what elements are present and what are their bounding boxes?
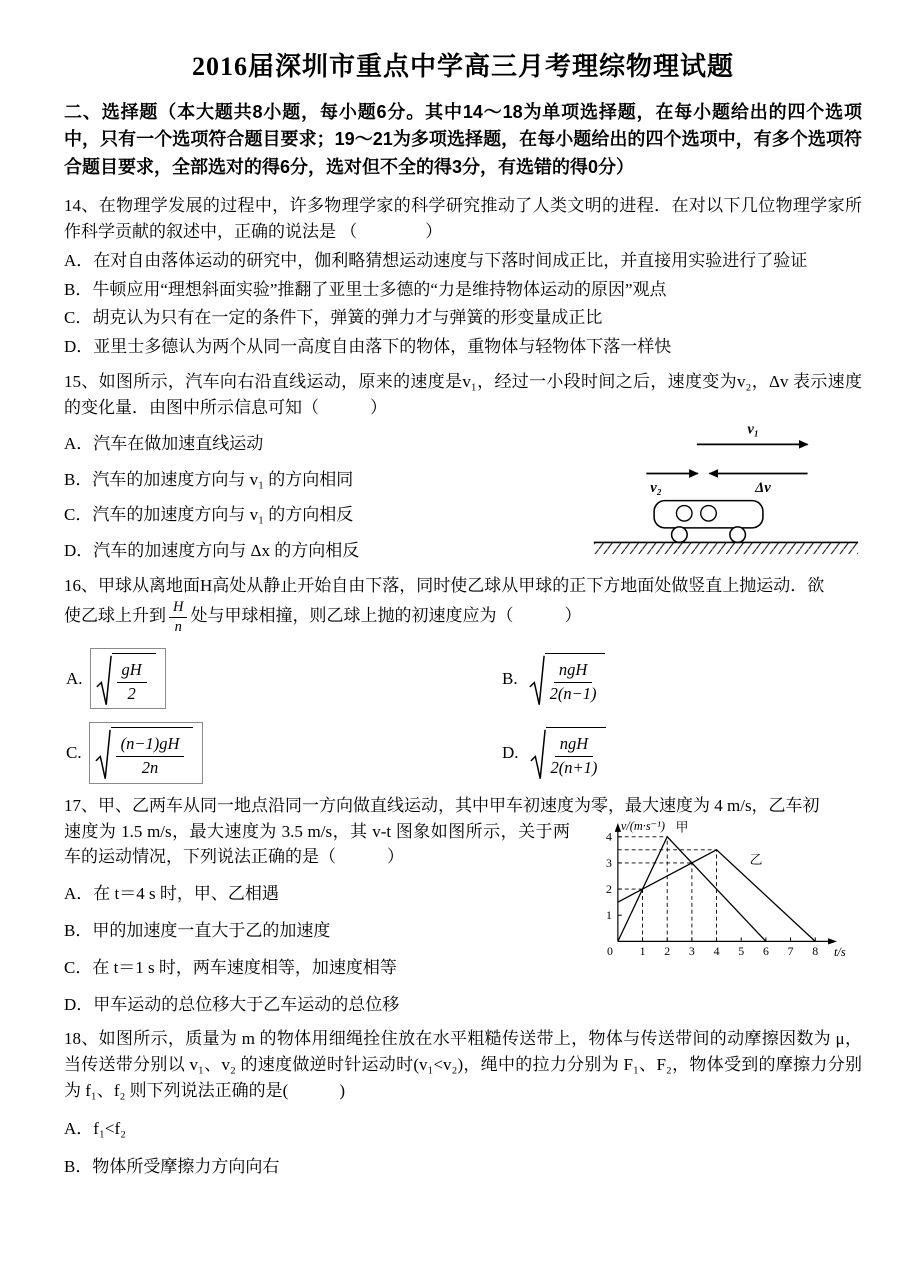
car-velocity-figure [590, 421, 862, 557]
q15-stem: 15、如图所示，汽车向右沿直线运动，原来的速度是v₁，经过一小段时间之后，速度变为v₂，Δv 表示速度的变化量．由图中所示信息可知（ ） [64, 372, 862, 417]
q16-option-d [502, 724, 610, 781]
x-axis-arrow-icon [828, 938, 837, 944]
q16-stem-line1: 16、甲球从离地面H高处从静止开始自由下落，同时使乙球从甲球的正下方地面处做竖直上抛运动．欲 [64, 576, 825, 596]
sqrt-expression: $\frac{(n-1)gH}{2n}$ [95, 727, 194, 778]
car-wheel-icon [730, 527, 746, 543]
q18-option-b: B．物体所受摩擦力方向向右 [64, 1156, 280, 1176]
series-label: 乙 [749, 852, 763, 867]
q17-stem-line1: 17、甲、乙两车从同一地点沿同一方向做直线运动，其中甲车初速度为零，最大速度为 4 m/s，乙车初 [64, 795, 820, 815]
q18-stem: 18、如图所示，质量为 m 的物体用细绳拴住放在水平粗糙传送带上，物体与传送带间的动摩擦因数为 μ，当传送带分别以 v₁、v₂ 的速度做逆时针运动时(v₁<v₂)，绳中的拉力分别为 F₁、F₂，物体受到的摩擦力分别为 f₁、f₂ 则下列说法正确的是( ) [64, 1029, 862, 1101]
x-tick-label: 4 [713, 943, 720, 958]
q14-option-d: D．亚里士多德认为两个从同一高度自由落下的物体，重物体与轻物体下落一样快 [64, 337, 672, 357]
question-17 [64, 793, 862, 1018]
formula-box [90, 648, 166, 709]
q17-stem-rest: 速度为 1.5 m/s，最大速度为 3.5 m/s，其 v-t 图象如图所示，关于两车的运动情况，下列说法正确的是（ ） [64, 821, 570, 867]
radical-sign-icon [96, 654, 112, 707]
sqrt-expression: $\frac{\text{ngH}}{2(n+1)}$ [530, 727, 607, 778]
q17-option-b: B．甲的加速度一直大于乙的加速度 [64, 921, 331, 940]
ground-hatching [594, 542, 858, 554]
sqrt-expression: $\frac{\text{ngH}}{2(n-1)}$ [529, 653, 606, 704]
option-label: C. [66, 743, 82, 763]
q14-stem: 14、在物理学发展的过程中，许多物理学家的科学研究推动了人类文明的进程．在对以下几位物理学家所作科学贡献的叙述中，正确的说法是 （ ） [64, 196, 862, 241]
q16-stem2-pre: 使乙球上升到 [64, 605, 166, 625]
y-tick-label: 3 [606, 855, 612, 870]
x-tick-label: 6 [762, 943, 769, 958]
radical-sign-icon [529, 654, 545, 707]
q15-option-a: A．汽车在做加速直线运动 [64, 433, 264, 453]
car-illustration [654, 500, 763, 542]
x-axis-title: t/s [833, 944, 846, 959]
q17-option-c: C．在 t＝1 s 时，两车速度相等，加速度相等 [64, 957, 397, 977]
question-18 [64, 1026, 862, 1179]
sqrt-expression: $\frac{gH}{2}$ [96, 653, 156, 704]
x-tick-label: 1 [639, 943, 646, 958]
velocity-time-graph [580, 819, 862, 969]
q15-option-d: D．汽车的加速度方向与 Δx 的方向相反 [64, 541, 360, 561]
radical-sign-icon [95, 728, 111, 781]
y-tick-label: 2 [606, 881, 612, 896]
q16-options-row-1 [66, 648, 862, 709]
car-window-icon [701, 505, 717, 521]
q16-options-row-2 [66, 722, 862, 783]
y-tick-label: 1 [606, 907, 612, 922]
car-wheel-icon [672, 527, 688, 543]
option-label: B. [502, 668, 518, 688]
question-16 [64, 573, 862, 784]
section-intro: 二、选择题（本大题共8小题，每小题6分。其中14～18为单项选择题，在每小题给出的四个选项中，只有一个选项符合题目要求；19～21为多项选择题，在每小题给出的四个选项中，有多个选项符合题目要求，全部选对的得6分，选对但不全的得3分，有选错的得0分） [64, 102, 862, 177]
q16-option-a [66, 648, 502, 709]
x-tick-label: 5 [738, 943, 745, 958]
option-label: A. [66, 668, 83, 688]
formula [525, 650, 610, 707]
q18-option-a: A．f₁<f₂ [64, 1118, 127, 1138]
q14-option-c: C．胡克认为只有在一定的条件下，弹簧的弹力才与弹簧的形变量成正比 [64, 308, 603, 328]
q16-stem-line2 [64, 599, 862, 635]
q15-figure [590, 421, 862, 557]
q17-figure [580, 819, 862, 969]
q16-option-c [66, 722, 502, 783]
x-tick-label: 2 [664, 943, 671, 958]
q16-stem2-post: 处与甲球相撞，则乙球上抛的初速度应为（ ） [190, 605, 582, 625]
question-15 [64, 369, 862, 564]
series-label: 甲 [675, 820, 689, 835]
v2-label: v₂ [650, 479, 662, 496]
q15-option-c: C．汽车的加速度方向与 v₁ 的方向相反 [64, 505, 354, 525]
q17-option-d: D．甲车运动的总位移大于乙车运动的总位移 [64, 994, 400, 1014]
q14-option-a: A．在对自由落体运动的研究中，伽利略猜想运动速度与下落时间成正比，并直接用实验进行了验证 [64, 250, 808, 270]
radical-sign-icon [530, 728, 546, 781]
x-tick-label: 8 [812, 943, 819, 958]
x-tick-label: 7 [787, 943, 794, 958]
question-14 [64, 193, 862, 360]
x-tick-label: 3 [688, 943, 695, 958]
page-title: 2016届深圳市重点中学高三月考理综物理试题 [191, 52, 734, 81]
inline-fraction: $\frac{H}{n}$ [169, 599, 187, 635]
origin-label: 0 [607, 943, 613, 958]
formula-box [89, 722, 204, 783]
option-label: D. [502, 743, 519, 763]
formula [526, 724, 611, 781]
q14-option-b: B．牛顿应用“理想斜面实验”推翻了亚里士多德的“力是维持物体运动的原因”观点 [64, 279, 667, 299]
y-axis-title: v/(m·s⁻¹) [620, 818, 665, 833]
q17-option-a: A．在 t＝4 s 时，甲、乙相遇 [64, 884, 279, 904]
delta-v-label: Δv [755, 479, 771, 496]
car-window-icon [676, 505, 692, 521]
q15-option-b: B．汽车的加速度方向与 v₁ 的方向相同 [64, 469, 354, 489]
v1-label: v₁ [747, 421, 759, 438]
y-tick-label: 4 [606, 829, 612, 844]
q16-option-b [502, 650, 609, 707]
